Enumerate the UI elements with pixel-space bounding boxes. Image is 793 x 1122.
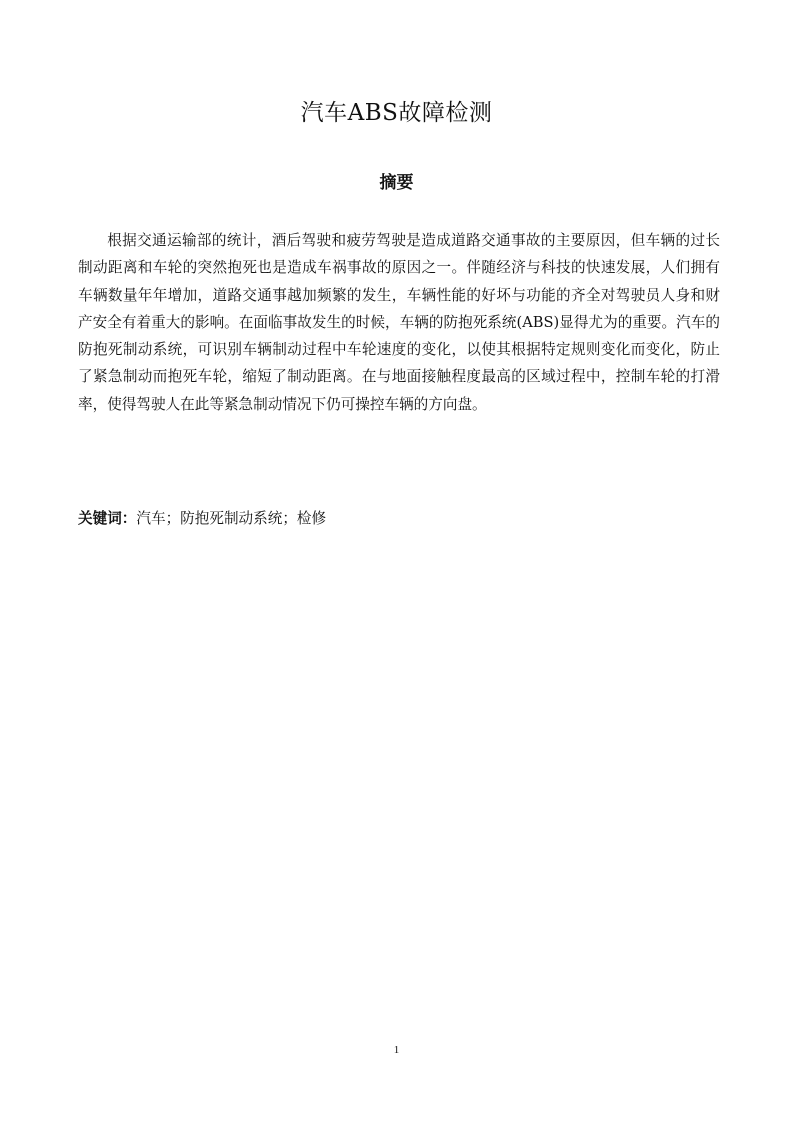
page-number: 1 — [393, 1044, 400, 1056]
document-title: 汽车ABS故障检测 — [300, 100, 493, 127]
abstract-heading: 摘要 — [379, 173, 414, 194]
keywords-label: 关键词： — [78, 510, 137, 527]
keywords-text: 汽车；防抱死制动系统；检修 — [136, 510, 327, 527]
keywords-line — [78, 508, 720, 530]
abstract-paragraph: 根据交通运输部的统计，酒后驾驶和疲劳驾驶是造成道路交通事故的主要原因，但车辆的过长制动距离和车轮的突然抱死也是造成车祸事故的原因之一。伴随经济与科技的快速发展，人们拥有车辆数量年年增加，道路交通事越加频繁的发生，车辆性能的好坏与功能的齐全对驾驶员人身和财产安全有着重大的影响。在面临事故发生的时候，车辆的防抱死系统(ABS)显得尤为的重要。汽车的防抱死制动系统，可识别车辆制动过程中车轮速度的变化，以使其根据特定规则变化而变化，防止了紧急制动而抱死车轮，缩短了制动距离。在与地面接触程度最高的区域过程中，控制车轮的打滑率，使得驾驶人在此等紧急制动情况下仍可操控车辆的方向盘。 — [78, 232, 720, 413]
